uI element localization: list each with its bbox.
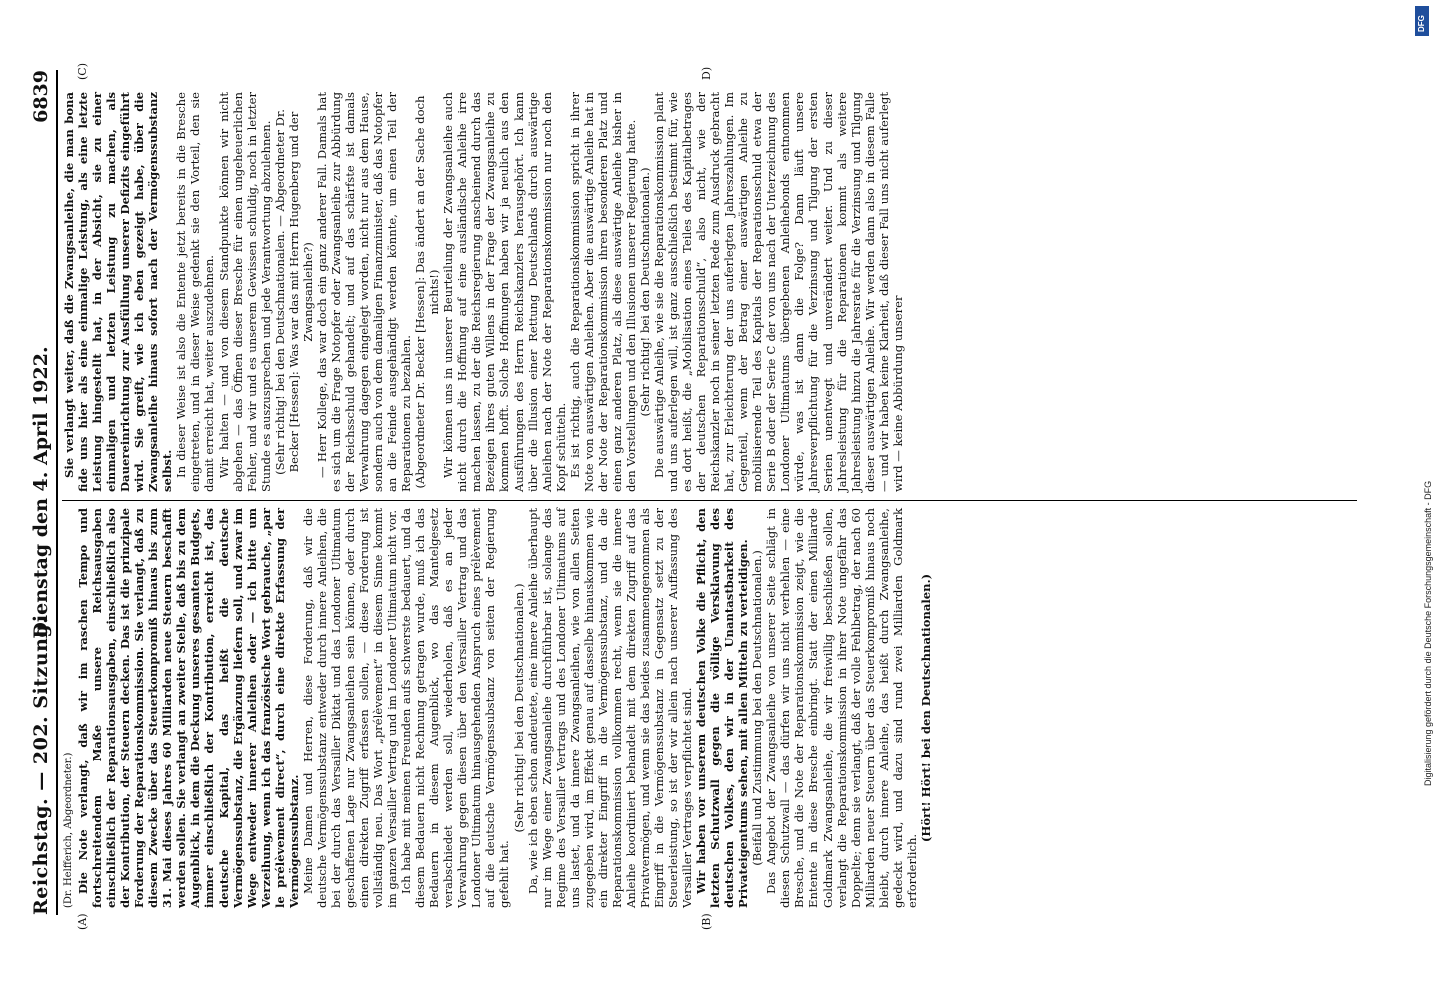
- margin-mark-c: (C): [76, 63, 89, 80]
- dfg-logo: DFG: [1415, 6, 1429, 36]
- paragraph: In dieser Weise ist also die Entente jetzt bereits in die Bresche eingetreten, und in dieser Weise gedenkt sie den Vorteil, den sie damit erreicht hat, weiter auszudehnen.: [174, 92, 217, 492]
- page-number: 6839: [30, 70, 52, 123]
- paragraph: Da, wie ich eben schon andeutete, eine innere Anleihe überhaupt nur im Wege einer Zwangsanleihe durchführbar ist, solange das Regime des Versailler Vertrags und des Londoner Ultimatums auf uns lastet, und da innere Zwangsanleihen, wie von allen Seiten zugegeben wird, im Effekt genau auf dasselbe hinauskommen wie ein direkter Eingriff in die Vermögenssubstanz, und da die Reparationskommission vollkommen recht, wenn sie die innere Anleihe koordiniert behandelt mit dem direkten Zugriff auf das Privatvermögen, und wenn sie das beides zusammengenommen als Eingriff in die Vermögenssubstanz in Gegensatz setzt zu der Steuerleistung, so ist der wir allein nach unserer Auffassung des Versailler Vertrages verpflichtet sind.: [525, 508, 695, 908]
- speaker-line: (Dr. Helfferich, Abgeordneter.): [63, 752, 74, 908]
- column-divider: [62, 500, 1357, 501]
- interjection: (Sehr richtig! bei den Deutschnationalen.): [637, 167, 652, 417]
- left-column: [62, 508, 933, 908]
- paragraph: Es ist richtig, auch die Reparationskommission spricht in ihrer Note von auswärtigen Anleihen. Aber die auswärtige Anleihe hat in der Note der Reparationskommission ihren besonderen Platz und einen ganz anderen Platz, als diese auswärtige Anleihe bisher in den Vorstellungen und den Illusionen unserer Regierung hatte.: [567, 92, 638, 492]
- paragraph: Sie verlangt weiter, daß die Zwangsanleihe, die man bona fide uns hier als eine einmalige Leistung, als eine letzte Leistung hingestellt hat, in der Absicht, sie zu einer einmaligen und letzten Leistung zu machen, als Dauereinrichtung zur Ausfüllung unserer Defizits eingeführt wird. Sie greift, wie ich eben gezeigt habe, über die Zwangsanleihe hinaus sofort nach der Vermögenssubstanz selbst.: [62, 92, 175, 492]
- newspaper-page: [0, 30, 1400, 970]
- interjection: (Sehr richtig! bei den Deutschnationalen. — Abgeordneter Dr. Becker [Hessen]: Was war das mit Herrn Hugenberg und der Zwangsanleihe?): [272, 109, 315, 475]
- interjection: (Sehr richtig! bei den Deutschnationalen.): [511, 583, 526, 833]
- margin-mark-a: (A): [76, 913, 89, 930]
- paragraph: Meine Damen und Herren, diese Forderung, daß wir die deutsche Vermögenssubstanz entweder durch innere Anleihen, die bei der durch das Versailler Diktat und das Londoner Ultimatum geschaffenen Lage nur Zwangsanleihen sein können, oder durch einen direkten Zugriff erfassen sollen, — diese Forderung ist vollständig neu. Das Wort „prélèvement“ in diesem Sinne kommt im ganzen Versailler Vertrag und im Londoner Ultimatum nicht vor.: [300, 508, 400, 908]
- paragraph: Wir halten — und von diesem Standpunkte können wir nicht abgehen — das Öffnen dieser Bresche für einen ungeheuerlichen Fehler, und wir und es unserem Gewissen schuldig, noch in letzter Stunde es auszusprechen und jede Verantwortung abzulehnen.: [216, 92, 273, 492]
- interjection: (Hört! Hört! bei den Deutschnationalen.): [918, 573, 933, 843]
- paragraph: Wir können uns in unserer Beurteilung der Zwangsanleihe auch nicht durch die Hoffnung auf eine ausländische Anleihe irre machen lassen, zu der die Reichsregierung anscheinend durch das Bezeigen ihres guten Willens in der Frage der Zwangsanleihe zu kommen hofft. Solche Hoffnungen haben wir ja neulich aus den Ausführungen des Herrn Reichskanzlers herausgehört. Ich kann über die Illusion einer Rettung Deutschlands durch auswärtige Anleihen nach der Note der Reparationskommission nur noch den Kopf schütteln.: [441, 92, 568, 492]
- right-column: [62, 92, 905, 492]
- session-title: Reichstag. — 202. Sitzung.: [30, 616, 52, 915]
- margin-mark-d: D): [700, 66, 713, 80]
- paragraph: Die auswärtige Anleihe, wie sie die Reparationskommission plant und uns auferlegen will, ist ganz ausschließlich bestimmt für, wie es dort heißt, die „Mobilisation eines Teiles des Kapitalbetrages der deutschen Reparationsschuld“, also nicht, wie der Reichskanzler noch in seiner letzten Rede zum Ausdruck gebracht hat, zur Erleichterung der uns auferlegten Jahreszahlungen. Im Gegenteil, wenn der Betrag einer auswärtigen Anleihe zu mobilisierende Teil des Kapitals der Reparationsschuld etwa der Serie B oder der Serie C der von uns nach der Unterzeichnung des Londoner Ultimatums übergebenen Anleihebonds entnommen würde, was ist dann die Folge? Dann läuft unsere Jahresverpflichtung für die Verzinsung und Tilgung der ersten Serien unentwegt und unverändert weiter. Und zu dieser Jahresleistung für die Reparationen kommt als weitere Jahresleistung hinzu die Jahresrate für die Verzinsung und Tilgung dieser auswärtigen Anleihe. Wir werden dann also in diesem Falle — und wir haben keine Klarheit, daß dieser Fall uns nicht auferlegt wird — keine Abbürdung unserer: [651, 92, 905, 492]
- paragraph: — Herr Kollege, das war doch ein ganz anderer Fall. Damals hat es sich um die Frage Notopfer oder Zwangsanleihe zur Abbürdung der Reichsschuld gehandelt; und auf das schärfste ist damals Verwahrung dagegen eingelegt worden, nicht nur aus dem Hause, sondern auch von dem damaligen Finanzminister, daß das Notopfer an die Feinde ausgehändigt werden könnte, um einen Teil der Reparationen zu bezahlen.: [314, 92, 414, 492]
- margin-mark-b: (B): [700, 913, 713, 930]
- paragraph: Das Angebot der Zwangsanleihe von unserer Seite schlägt in diesen Schutzwall — das dürfen wir uns nicht verhehlen — eine Bresche, und die Note der Reparationskommission zeigt, wie die Entente in diese Bresche einbringt. Statt der einen Milliarde Goldmark Zwangsanleihe, die wir freiwillig beschließen sollen, verlangt die Reparationskommission in ihrer Note ungefähr das Doppelte; denn sie verlangt, daß der volle Fehlbetrag, der nach 60 Milliarden neuer Steuern über das Steuerkompromiß hinaus noch bleibt, durch innere Anleihe, das heißt durch Zwangsanleihe, gedeckt wird, und dazu sind rund zwei Milliarden Goldmark erforderlich.: [764, 508, 919, 908]
- session-date: Dienstag den 4. April 1922.: [30, 346, 52, 639]
- digitization-credit: Digitalisierung gefördert durch die Deutsche Forschungsgemeinschaft - DFG: [1423, 480, 1433, 786]
- interjection: (Abgeordneter Dr. Becker [Hessen]: Das ändert an der Sache doch nichts!): [413, 95, 442, 489]
- paragraph: Wir haben vor unserem deutschen Volke die Pflicht, den letzten Schutzwall gegen die völlige Versklavung des deutschen Volkes, den wir in der Unantastbarkeit des Privateigentums sehen, mit allen Mitteln zu verteidigen.: [694, 508, 751, 908]
- page-header: [20, 70, 58, 915]
- paragraph: Ich habe mit meinen Freunden aufs schwerste bedauert, und da diesem Bedauern nicht Rechnung getragen wurde, muß ich das Bedauern in diesem Augenblick, wo das Mantelgesetz verabschiedet werden soll, wiederholen, daß es an jeder Verwahrung gegen diesen über den Versailler Vertrag und das Londoner Ultimatum hinausgehenden Anspruch eines prélèvement auf die deutsche Vermögenssubstanz von seiten der Regierung gefehlt hat.: [399, 508, 512, 908]
- interjection: (Beifall und Zustimmung bei den Deutschnationalen.): [750, 550, 765, 866]
- paragraph: Die Note verlangt, daß wir im raschen Tempo und fortschreitendem Maße unsere Reichsausgaben einschließlich der Reparationsausgaben, einschließlich also der Kontribution, der Steuern decken. Das ist die prinzipale Forderung der Reparationskommission. Sie verlangt, daß zu diesem Zwecke über das Steuerkompromiß hinaus bis zum 31. Mai dieses Jahres 60 Milliarden neue Steuern beschafft werden sollen. Sie verlangt an zweiter Stelle, daß bis zu dem Augenblick, in dem die Deckung unseres gesamten Budgets, immer einschließlich der Kontribution, erreicht ist, das deutsche Kapital, das heißt die deutsche Vermögenssubstanz, die Ergänzung liefern soll, und zwar im Wege entweder innerer Anleihen oder — ich bitte um Verzeihung, wenn ich das französische Wort gebrauche, „par le prélèvement direct“, durch eine direkte Erfassung der Vermögenssubstanz.: [76, 508, 301, 908]
